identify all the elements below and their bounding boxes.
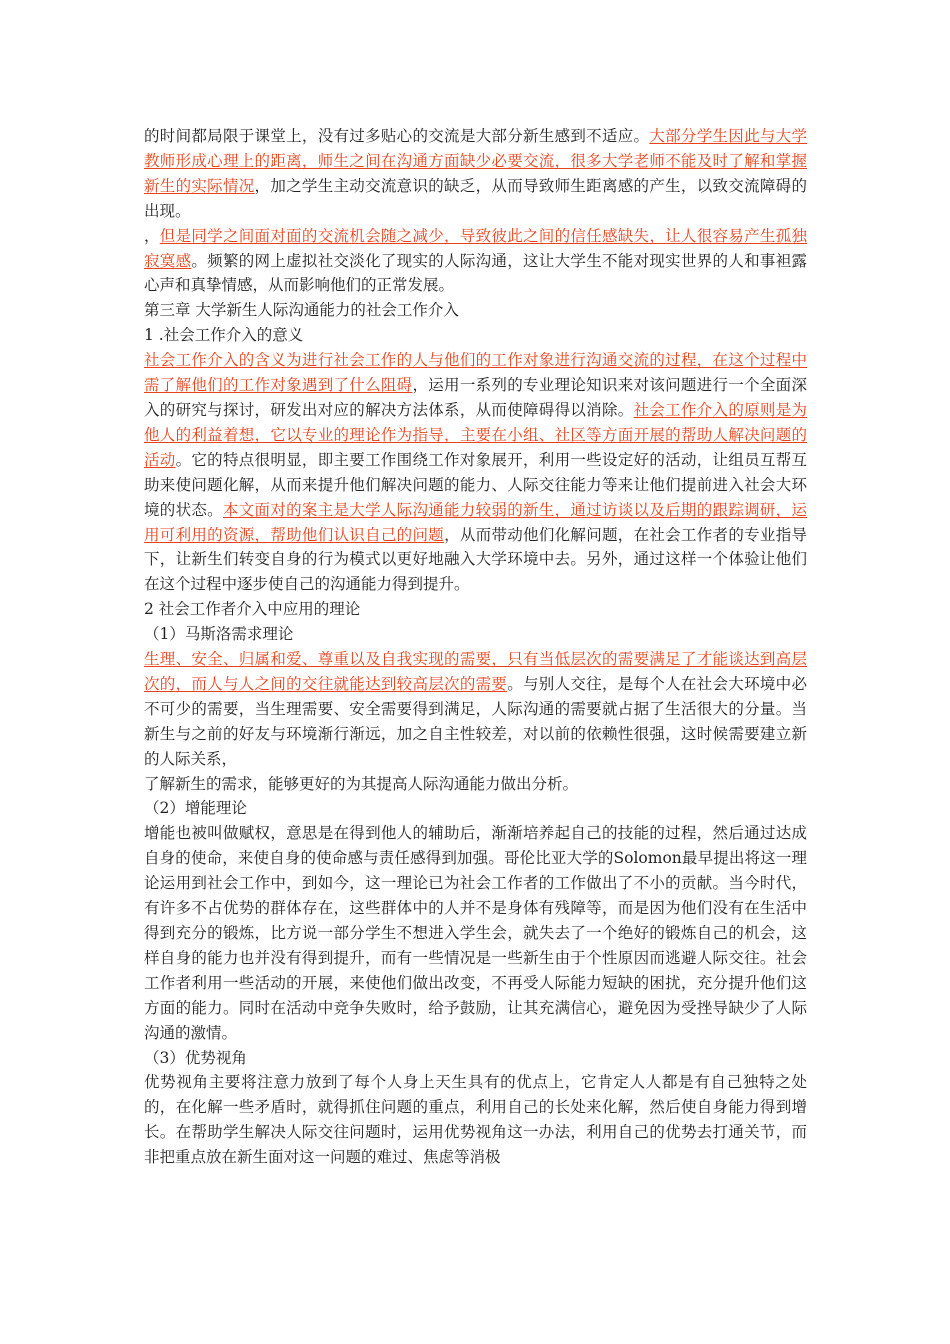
- theory-3-title: （3）优势视角: [144, 1048, 247, 1067]
- paragraph-peer-distance: [144, 224, 807, 299]
- text-highlighted: 本文面对的案主是大学人际沟通能力较弱的新生，通过访谈以及后期的跟踪调研，运用可利用的资源，帮助他们认识自己的问题: [144, 500, 807, 544]
- theory-2-title: （2）增能理论: [144, 799, 247, 818]
- paragraph-empowerment: 增能也被叫做赋权，意思是在得到他人的辅助后，渐渐培养起自己的技能的过程，然后通过达成自身的使命，来使自身的使命感与责任感得到加强。哥伦比亚大学的Solomon最早提出将这一理论运用到社会工作中，到如今，这一理论已为社会工作者的工作做出了不小的贡献。当今时代，有许多不占优势的群体存在，这些群体中的人并不是身体有残障等，而是因为他们没有在生活中得到充分的锻炼，比方说一部分学生不想进入学生会，就失去了一个绝好的锻炼自己的机会，这样自身的能力也并没有得到提升，而有一些情况是一些新生由于个性原因而逃避人际交往。社会工作者利用一些活动的开展，来使他们做出改变，不再受人际能力短缺的困扰，充分提升他们这方面的能力。同时在活动中竞争失败时，给予鼓励，让其充满信心，避免因为受挫导缺少了人际沟通的激情。: [144, 824, 807, 1042]
- text-normal: 。与别人交往，是每个人在社会大环境中必不可少的需要，当生理需要、安全需要得到满足，人际沟通的需要就占据了生活很大的分量。当新生与之前的好友与环境渐行渐远，加之自主性较差，对以前的依赖性很强，这时候需要建立新的人际关系，: [144, 674, 807, 768]
- text-highlighted: 大部分学生因此与大学教师形成心理上的距离，师生之间在沟通方面缺少必要交流，很多大学老师不能及时了解和掌握新生的实际情况: [144, 127, 807, 195]
- text-highlighted: 社会工作介入的含义为进行社会工作的人与他们的工作对象进行沟通交流的过程，在这个过程中需了解他们的工作对象遇到了什么阻碍: [144, 351, 807, 395]
- text-normal: ，加之学生主动交流意识的缺乏，从而导致师生距离感的产生，以致交流障碍的出现。: [144, 176, 807, 220]
- text-highlighted: 社会工作介入的原则是为他人的利益着想，它以专业的理论作为指导，主要在小组、社区等方面开展的帮助人解决问题的活动: [144, 400, 807, 469]
- section-2-title: 2 社会工作者介入中应用的理论: [144, 600, 361, 619]
- text-normal: 。它的特点很明显，即主要工作围绕工作对象展开，利用一些设定好的活动，让组员互帮互助来使问题化解，从而来提升他们解决问题的能力、人际交往能力等来让他们提前进入社会大环境的状态。: [144, 450, 807, 519]
- text-highlighted: 生理、安全、归属和爱、尊重以及自我实现的需要，只有当低层次的需要满足了才能谈达到高层次的，而人与人之间的交往就能达到较高层次的需要: [144, 650, 807, 693]
- text-normal: ，: [144, 226, 160, 245]
- document-body: [144, 124, 807, 1170]
- paragraph-needs-analysis: 了解新生的需求，能够更好的为其提高人际沟通能力做出分析。: [144, 774, 579, 793]
- text-highlighted: 但是同学之间面对面的交流机会随之减少，导致彼此之间的信任感缺失，让人很容易产生孤独寂寞感: [144, 226, 807, 270]
- paragraph-teacher-distance: [144, 124, 807, 224]
- text-normal: ，从而带动他们化解问题，在社会工作者的专业指导下，让新生们转变自身的行为模式以更好地融入大学环境中去。另外，通过这样一个体验让他们在这个过程中逐步使自己的沟通能力得到提升。: [144, 525, 807, 594]
- theory-1-title: （1）马斯洛需求理论: [144, 625, 294, 644]
- paragraph-maslow: [144, 647, 807, 772]
- text-normal: 的时间都局限于课堂上，没有过多贴心的交流是大部分新生感到不适应。: [144, 127, 650, 145]
- section-1-title: 1 .社会工作介入的意义: [144, 326, 304, 345]
- text-normal: ，运用一系列的专业理论知识来对该问题进行一个全面深入的研究与探讨，研发出对应的解决方法体系，从而使障碍得以消除。: [144, 376, 807, 419]
- paragraph-intervention-meaning: [144, 348, 807, 597]
- chapter-3-title: 第三章 大学新生人际沟通能力的社会工作介入: [144, 301, 459, 320]
- paragraph-strengths: 优势视角主要将注意力放到了每个人身上天生具有的优点上，它肯定人人都是有自己独特之处的，在化解一些矛盾时，就得抓住问题的重点，利用自己的长处来化解，然后使自身能力得到增长。在帮助学生解决人际交往问题时，运用优势视角这一办法，利用自己的优势去打通关节，而非把重点放在新生面对这一问题的难过、焦虑等消极: [144, 1073, 807, 1167]
- text-normal: 。频繁的网上虚拟社交淡化了现实的人际沟通，这让大学生不能对现实世界的人和事袒露心声和真挚情感，从而影响他们的正常发展。: [144, 251, 807, 295]
